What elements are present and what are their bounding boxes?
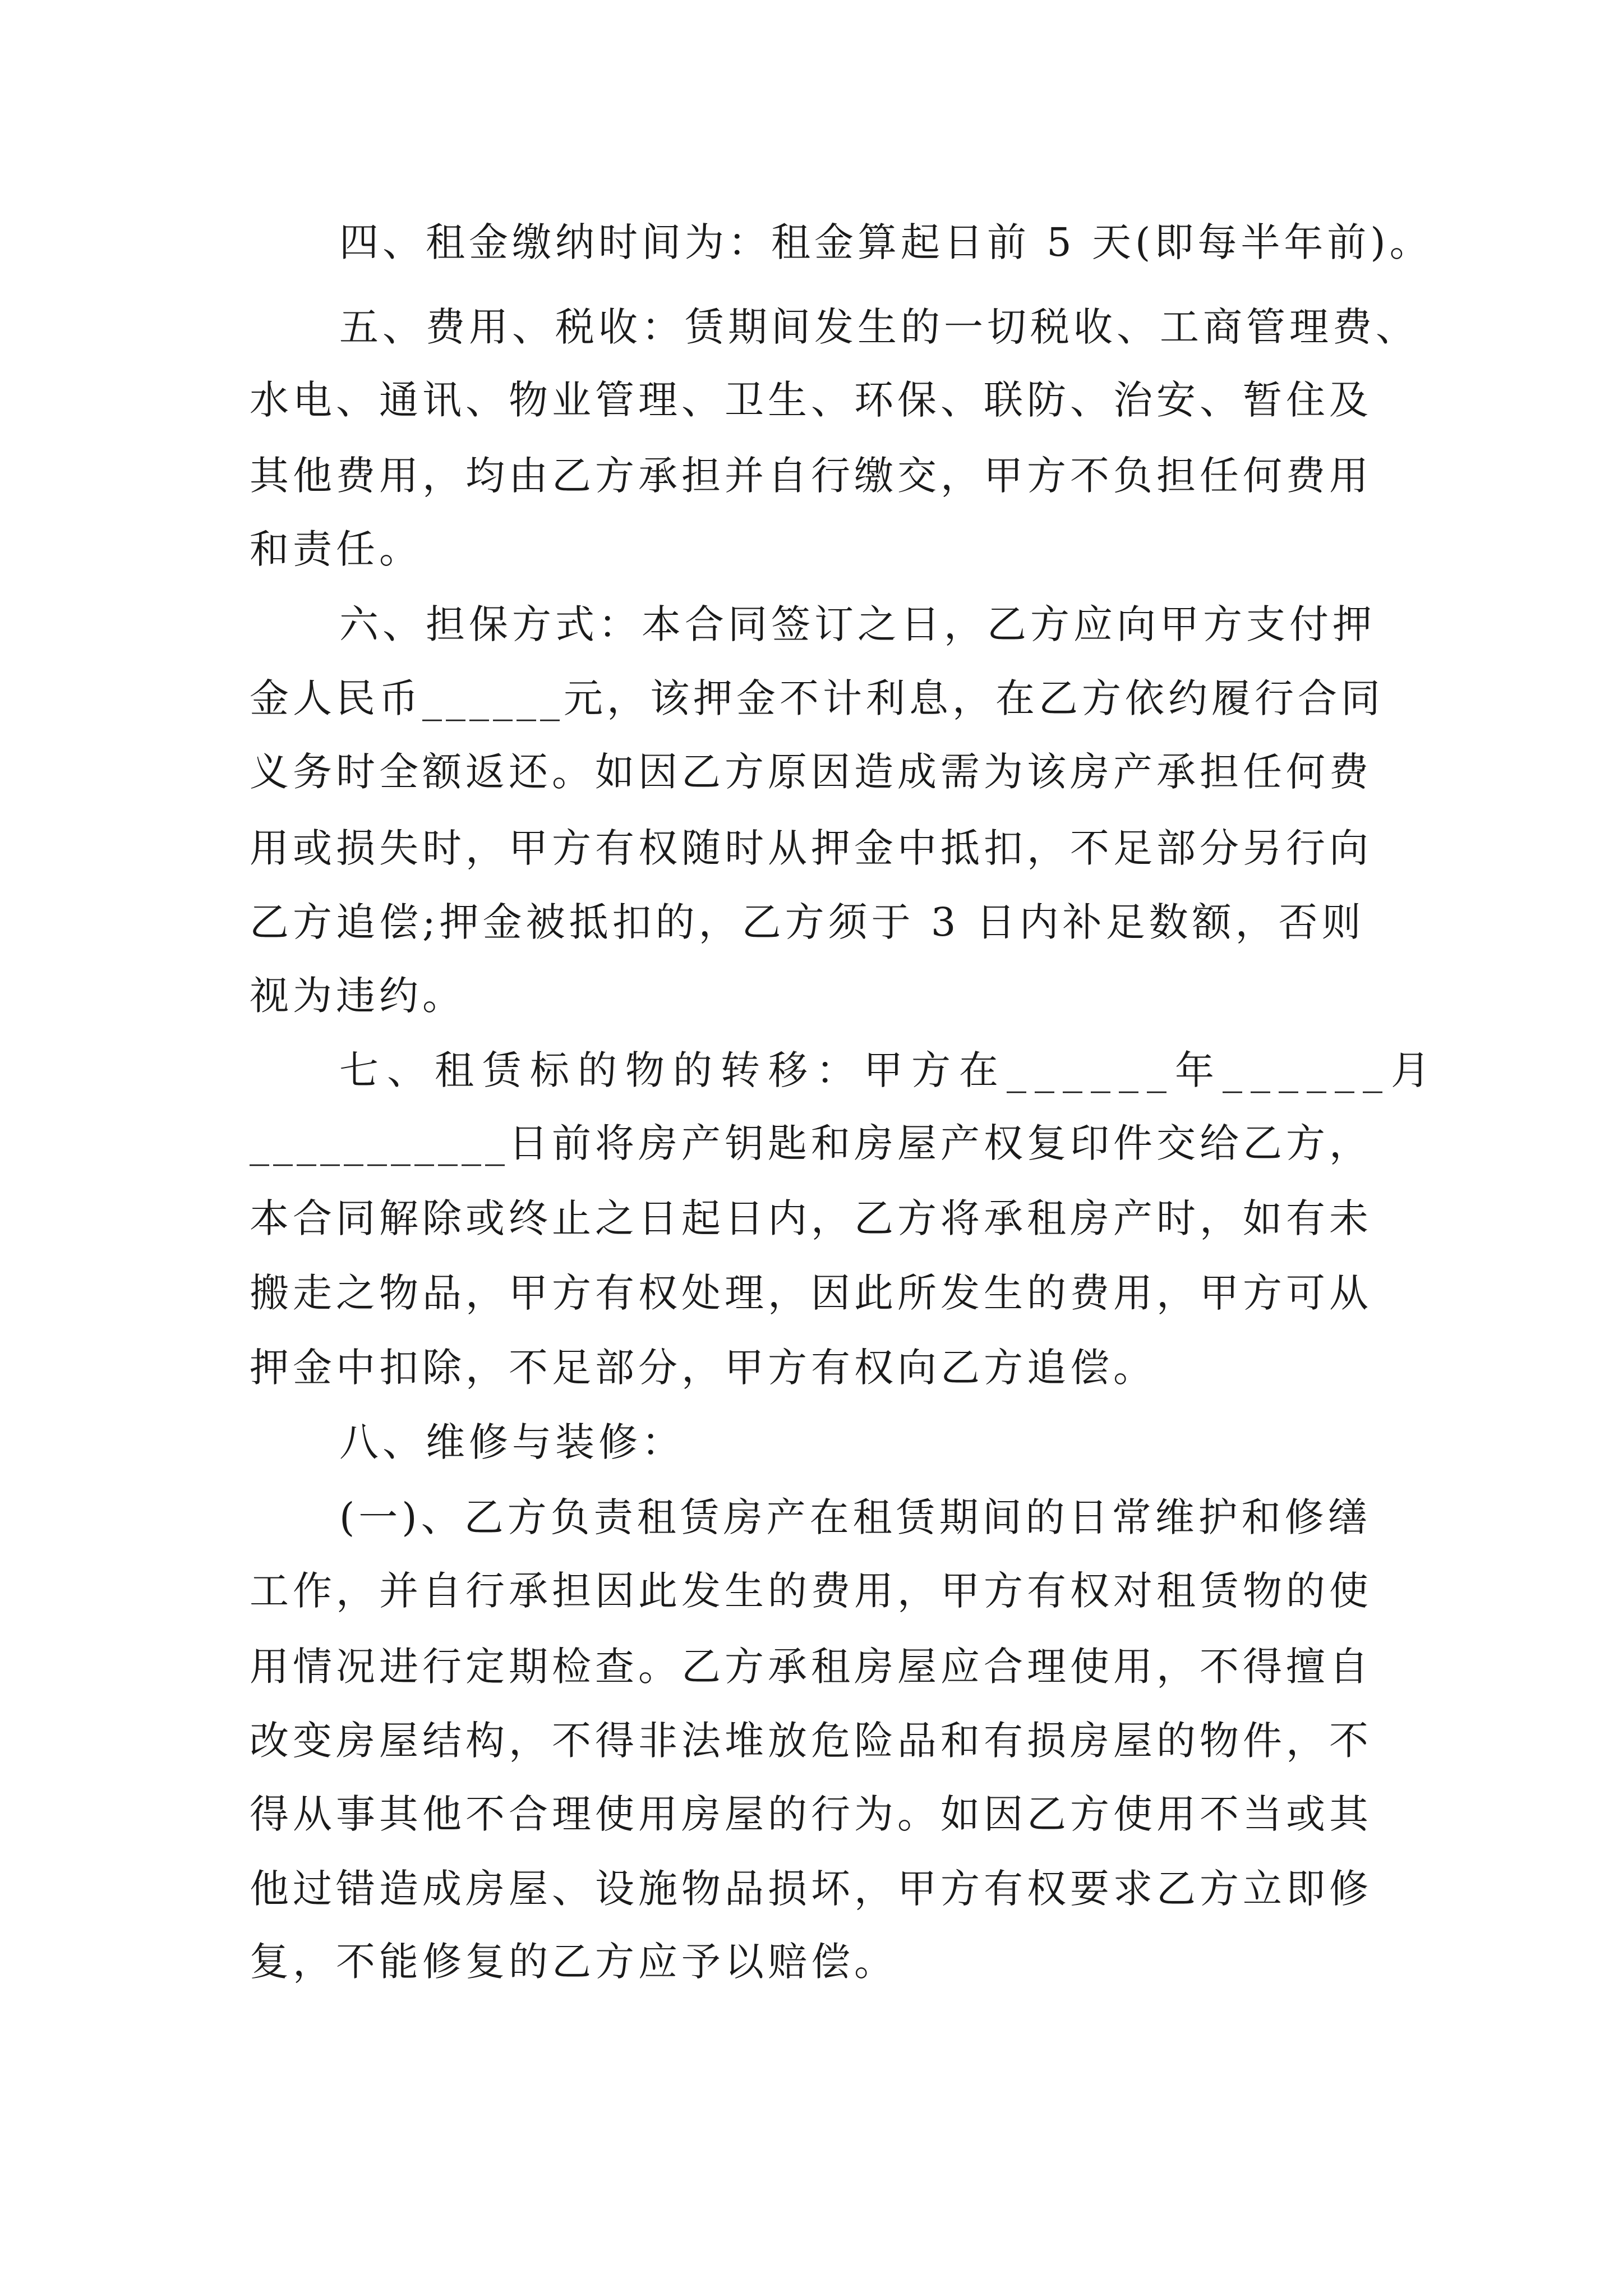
paragraph-line: 复，不能修复的乙方应予以赔偿。 [250,1939,897,1985]
paragraph-line: 六、担保方式：本合同签订之日，乙方应向甲方支付押 [339,601,1376,647]
paragraph-line: 工作，并自行承担因此发生的费用，甲方有权对租赁物的使 [250,1568,1372,1614]
paragraph-line: 四、租金缴纳时间为：租金算起日前 5 天(即每半年前)。 [339,219,1433,265]
paragraph-line: 得从事其他不合理使用房屋的行为。如因乙方使用不当或其 [250,1791,1372,1837]
paragraph-line: 五、费用、税收：赁期间发生的一切税收、工商管理费、 [339,304,1419,350]
paragraph-line: 视为违约。 [250,973,465,1019]
paragraph-line: 义务时全额返还。如因乙方原因造成需为该房产承担任何费 [250,749,1372,795]
paragraph-line: 他过错造成房屋、设施物品损坏，甲方有权要求乙方立即修 [250,1866,1372,1912]
paragraph-line: 押金中扣除，不足部分，甲方有权向乙方追偿。 [250,1345,1156,1391]
paragraph-line: 水电、通讯、物业管理、卫生、环保、联防、治安、暂住及 [250,377,1372,423]
paragraph-line: 乙方追偿;押金被抵扣的，乙方须于 3 日内补足数额，否则 [250,899,1365,945]
paragraph-line: 金人民币______元，该押金不计利息，在乙方依约履行合同 [250,675,1384,721]
paragraph-line: 其他费用，均由乙方承担并自行缴交，甲方不负担任何费用 [250,453,1372,499]
paragraph-line: (一)、乙方负责租赁房产在租赁期间的日常维护和修缮 [339,1494,1371,1540]
paragraph-line: ___________日前将房产钥匙和房屋产权复印件交给乙方， [250,1120,1372,1166]
paragraph-line: 七、租赁标的物的转移：甲方在______年______月 [339,1047,1438,1093]
paragraph-line: 搬走之物品，甲方有权处理，因此所发生的费用，甲方可从 [250,1270,1372,1316]
paragraph-line: 用或损失时，甲方有权随时从押金中抵扣，不足部分另行向 [250,825,1372,871]
paragraph-line: 改变房屋结构，不得非法堆放危险品和有损房屋的物件，不 [250,1718,1372,1764]
paragraph-line: 本合同解除或终止之日起日内，乙方将承租房产时，如有未 [250,1195,1372,1241]
paragraph-line: 和责任。 [250,526,422,572]
paragraph-line: 八、维修与装修： [339,1419,685,1465]
paragraph-line: 用情况进行定期检查。乙方承租房屋应合理使用，不得擅自 [250,1644,1372,1690]
